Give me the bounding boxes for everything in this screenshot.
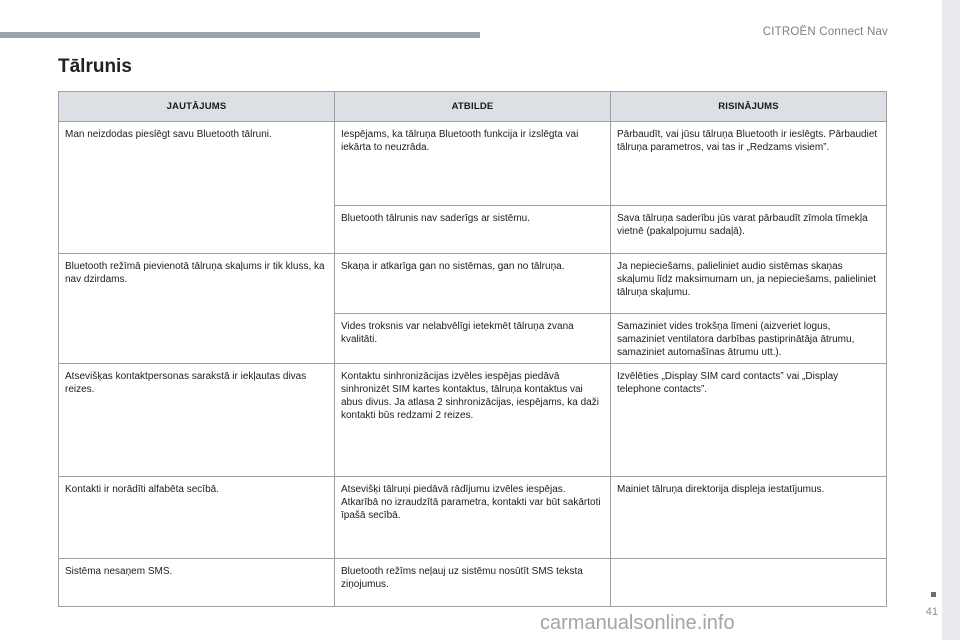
answer-cell: Atsevišķi tālruņi piedāvā rādījumu izvēles iespējas. Atkarībā no izraudzītā parametra, kontakti var būt sakārtoti īpašā secībā. [335, 477, 611, 559]
solution-cell: Samaziniet vides trokšņa līmeni (aizveriet logus, samaziniet ventilatora darbības pastiprinātāja ātrumu, samaziniet automašīnas ātrumu utt.). [611, 314, 887, 364]
question-cell: Atsevišķas kontaktpersonas sarakstā ir iekļautas divas reizes. [59, 364, 335, 477]
question-cell: Kontakti ir norādīti alfabēta secībā. [59, 477, 335, 559]
table-row [59, 122, 887, 206]
answer-cell: Kontaktu sinhronizācijas izvēles iespējas piedāvā sinhronizēt SIM kartes kontaktus, tālruņa kontaktus vai abus divus. Ja atlasa 2 sinhronizācijas, iespējams, ka daži kontakti būs redzami 2 reizes. [335, 364, 611, 477]
answer-cell: Vides troksnis var nelabvēlīgi ietekmēt tālruņa zvana kvalitāti. [335, 314, 611, 364]
table-row [59, 559, 887, 607]
side-tab-strip [942, 0, 960, 640]
header-rule [0, 32, 480, 38]
solution-cell: Ja nepieciešams, palieliniet audio sistēmas skaņas skaļumu līdz maksimumam un, ja nepieciešams, palieliniet tālruņa skaļumu. [611, 254, 887, 314]
solution-cell: Izvēlēties „Display SIM card contacts” vai „Display telephone contacts”. [611, 364, 887, 477]
watermark-text: carmanualsonline.info [540, 612, 735, 634]
answer-cell: Bluetooth režīms neļauj uz sistēmu nosūtīt SMS teksta ziņojumus. [335, 559, 611, 607]
answer-cell: Skaņa ir atkarīga gan no sistēmas, gan no tālruņa. [335, 254, 611, 314]
column-header-question: JAUTĀJUMS [59, 92, 335, 122]
table-row [59, 477, 887, 559]
table-header-row [59, 92, 887, 122]
table-row [59, 364, 887, 477]
brand-header: CITROËN Connect Nav [762, 26, 888, 38]
column-header-solution: RISINĀJUMS [611, 92, 887, 122]
table-row [59, 254, 887, 314]
solution-cell: Mainiet tālruņa direktorija displeja iestatījumus. [611, 477, 887, 559]
question-cell: Sistēma nesaņem SMS. [59, 559, 335, 607]
solution-cell [611, 559, 887, 607]
answer-cell: Bluetooth tālrunis nav saderīgs ar sistēmu. [335, 206, 611, 254]
solution-cell: Pārbaudīt, vai jūsu tālruņa Bluetooth ir ieslēgts. Pārbaudiet tālruņa parametros, vai tas ir „Redzams visiem”. [611, 122, 887, 206]
question-cell: Man neizdodas pieslēgt savu Bluetooth tālruni. [59, 122, 335, 254]
page-number: 41 [925, 606, 938, 618]
faq-table [58, 91, 887, 607]
solution-cell: Sava tālruņa saderību jūs varat pārbaudīt zīmola tīmekļa vietnē (pakalpojumu sadaļā). [611, 206, 887, 254]
question-cell: Bluetooth režīmā pievienotā tālruņa skaļums ir tik kluss, ka nav dzirdams. [59, 254, 335, 364]
answer-cell: Iespējams, ka tālruņa Bluetooth funkcija ir izslēgta vai iekārta to neuzrāda. [335, 122, 611, 206]
page-title: Tālrunis [58, 56, 132, 77]
column-header-answer: ATBILDE [335, 92, 611, 122]
page-marker-dot [931, 592, 936, 597]
